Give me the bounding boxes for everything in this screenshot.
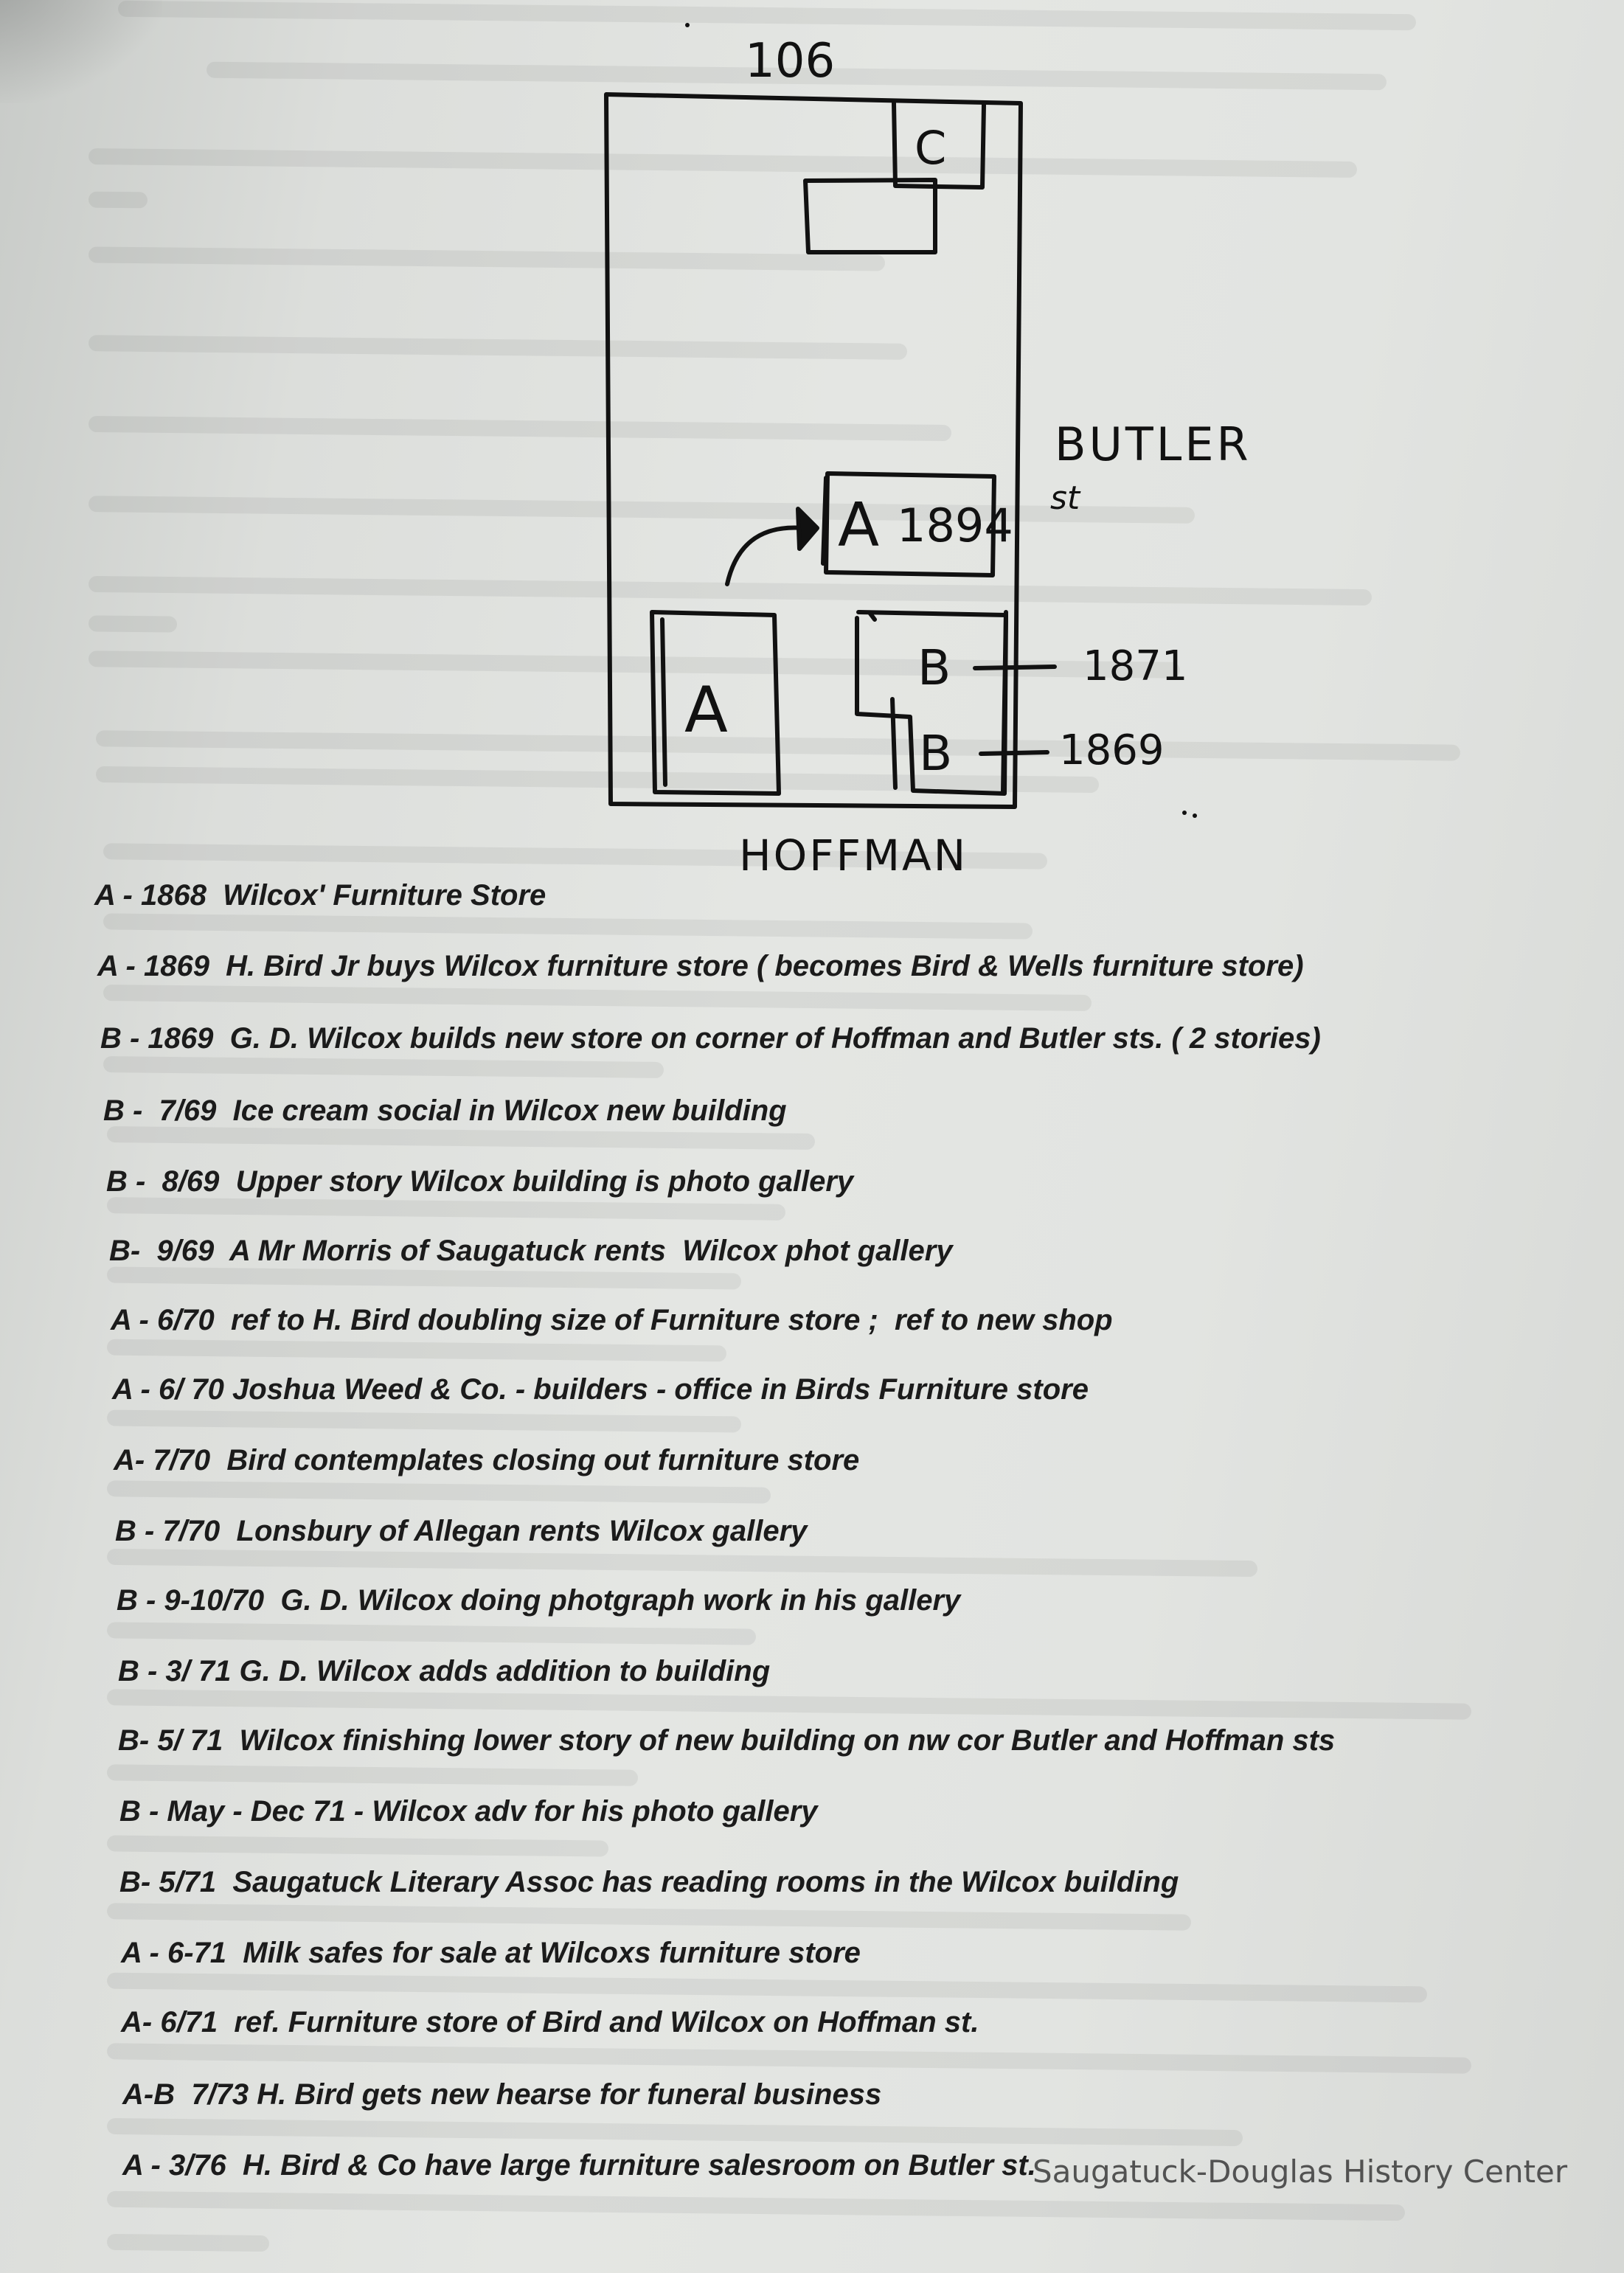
box-c-label: C [915,121,947,175]
entry-code: B - 1869 [100,1022,214,1055]
list-item [122,2077,881,2112]
archive-watermark: Saugatuck-Douglas History Center [1033,2154,1568,2190]
entry-text: A Mr Morris of Saugatuck rents Wilcox phot gallery [229,1235,953,1267]
entry-code: A - 6-71 [121,1937,227,1969]
entry-code: A-B 7/73 [122,2078,249,2111]
box-b-lower-left [892,699,895,788]
entry-text: Wilcox adv for his photo gallery [372,1795,818,1828]
entry-code: A- 6/71 [121,2006,218,2038]
box-a-letter: A [684,673,728,747]
entry-code: A - 3/76 [122,2149,226,2182]
list-item [121,1935,861,1971]
entry-code: B- 5/71 [119,1866,217,1898]
small-rect-outline [805,180,935,252]
site-plan-sketch [0,0,1624,870]
year-1871-label: 1871 [1083,642,1188,690]
list-item [119,1864,1179,1900]
lot-number-label: 106 [745,34,836,89]
entry-text: G. D. Wilcox adds addition to building [239,1655,771,1687]
list-item [103,1093,787,1128]
street-label-butler-abbrev: st [1050,479,1080,517]
entry-text: Wilcox' Furniture Store [223,879,546,912]
entry-code: B - May - Dec 71 - [119,1795,364,1828]
list-item [115,1513,807,1549]
entry-code: B - 3/ 71 [118,1655,232,1687]
list-item [97,948,1304,984]
box-a-1894-year: 1894 [897,499,1013,552]
entry-text: Joshua Weed & Co. - builders - office in Birds Furniture store [232,1373,1089,1406]
list-item [118,1723,1335,1758]
move-arrowhead [798,509,817,549]
entry-code: B- 5/ 71 [118,1724,223,1757]
lot-outline [606,94,1021,807]
leader-1869 [981,752,1047,754]
entry-code: B - 7/69 [103,1094,217,1127]
entry-code: B- 9/69 [109,1235,215,1267]
entry-text: G. D. Wilcox doing photgraph work in his gallery [280,1584,961,1617]
entry-text: ref. Furniture store of Bird and Wilcox on Hoffman st. [234,2006,979,2038]
list-item [122,2148,1036,2183]
list-item [119,1794,818,1829]
entry-text: Ice cream social in Wilcox new building [232,1094,787,1127]
entry-text: H. Bird & Co have large furniture salesroom on Butler st. [243,2149,1036,2182]
entry-code: A - 6/70 [111,1304,215,1336]
entry-code: A- 7/70 [114,1444,211,1476]
entry-code: A - 6/ 70 [112,1373,224,1406]
box-b-upper-letter: B [917,639,951,696]
entry-code: A - 1868 [94,879,207,912]
list-item [100,1021,1321,1056]
list-item [114,1443,859,1478]
list-item [118,1653,770,1689]
list-item [109,1233,953,1269]
entry-text: Bird contemplates closing out furniture store [226,1444,860,1476]
street-label-butler: BUTLER [1055,417,1252,471]
entry-code: B - 7/70 [115,1515,221,1547]
box-a-inner-line [662,620,665,785]
entry-text: Upper story Wilcox building is photo gallery [235,1165,854,1198]
entry-code: B - 9-10/70 [117,1584,265,1617]
list-item [106,1164,853,1199]
list-item [111,1302,1113,1338]
entry-text: G. D. Wilcox builds new store on corner of Hoffman and Butler sts. ( 2 stories) [229,1022,1321,1055]
box-a-1894-letter: A [838,490,880,561]
list-item [121,2005,979,2040]
box-b-lower-letter: B [919,725,953,782]
entry-code: A - 1869 [97,950,209,982]
entry-code: B - 8/69 [106,1165,220,1198]
box-b-right-edge [1003,612,1006,792]
street-label-hoffman: HOFFMAN [739,830,968,870]
list-item [117,1583,960,1618]
entry-text: Lonsbury of Allegan rents Wilcox gallery [236,1515,808,1547]
entry-text: H. Bird gets new hearse for funeral business [257,2078,882,2111]
entry-text: Milk safes for sale at Wilcoxs furniture store [243,1937,861,1969]
year-1869-label: 1869 [1059,726,1165,774]
box-a-1894-inner-line [823,478,826,563]
leader-1871 [975,667,1055,668]
pencil-dot [685,23,690,27]
entry-text: Saugatuck Literary Assoc has reading rooms in the Wilcox building [232,1866,1179,1898]
list-item [94,878,546,913]
entry-text: Wilcox finishing lower story of new building on nw cor Butler and Hoffman sts [239,1724,1336,1757]
list-item [112,1372,1089,1407]
entry-text: H. Bird Jr buys Wilcox furniture store ( becomes Bird & Wells furniture store) [226,950,1304,982]
move-arrow [727,527,804,584]
entry-text: ref to H. Bird doubling size of Furniture store ; ref to new shop [231,1304,1113,1336]
